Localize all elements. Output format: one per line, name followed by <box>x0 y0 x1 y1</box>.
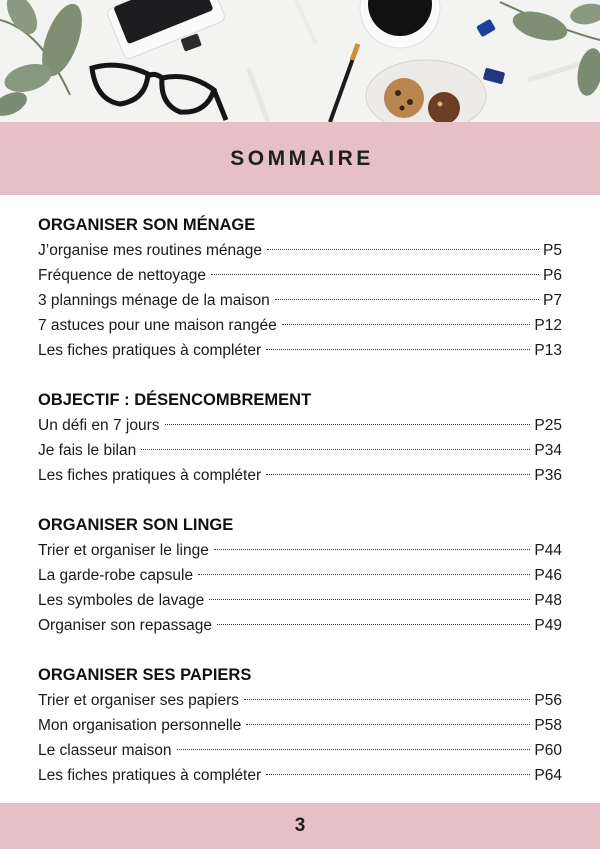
desk-flatlay-illustration <box>0 0 600 122</box>
dot-leader <box>275 299 539 300</box>
toc-entry-label: Organiser son repassage <box>38 617 213 634</box>
paintbrush <box>330 44 358 122</box>
toc-entry-page: P58 <box>534 717 562 734</box>
toc-entry-page: P34 <box>534 442 562 459</box>
title-band <box>0 122 600 195</box>
dot-leader <box>266 774 530 775</box>
toc-entry-page: P44 <box>534 542 562 559</box>
toc-entry <box>38 763 562 788</box>
toc-entry-page: P5 <box>543 242 562 259</box>
toc-entry <box>38 313 562 338</box>
pen <box>528 64 580 80</box>
tablet <box>106 0 226 60</box>
dot-leader <box>217 624 530 625</box>
toc-entry-label: Les fiches pratiques à compléter <box>38 342 262 359</box>
toc-entry <box>38 563 562 588</box>
toc-entry <box>38 413 562 438</box>
toc-entry-page: P56 <box>534 692 562 709</box>
pencil <box>296 0 316 44</box>
toc-entry-page: P13 <box>534 342 562 359</box>
page-number: 3 <box>294 815 306 836</box>
toc-entry <box>38 613 562 638</box>
toc-section <box>38 512 562 638</box>
toc-entry-label: Trier et organiser le linge <box>38 542 209 559</box>
table-of-contents <box>38 212 562 812</box>
toc-entry-label: Je fais le bilan <box>38 442 137 459</box>
section-heading: ORGANISER SON MÉNAGE <box>38 216 256 234</box>
toc-entry <box>38 738 562 763</box>
toc-entry-page: P49 <box>534 617 562 634</box>
dot-leader <box>165 424 531 425</box>
toc-entry-page: P7 <box>543 292 562 309</box>
eyeglasses <box>92 65 226 120</box>
dot-leader <box>198 574 530 575</box>
dot-leader <box>266 474 530 475</box>
dot-leader <box>246 724 530 725</box>
toc-entry-label: Les symboles de lavage <box>38 592 205 609</box>
toc-entry <box>38 238 562 263</box>
toc-entry-page: P6 <box>543 267 562 284</box>
toc-entry-page: P36 <box>534 467 562 484</box>
footer-band <box>0 803 600 849</box>
dot-leader <box>209 599 530 600</box>
toc-entry <box>38 463 562 488</box>
toc-entry <box>38 588 562 613</box>
pencil <box>248 68 268 122</box>
toc-entry-label: Le classeur maison <box>38 742 172 759</box>
page-title: SOMMAIRE <box>230 146 374 170</box>
cookie-plate <box>366 60 486 122</box>
toc-entry <box>38 338 562 363</box>
toc-entry-label: Un défi en 7 jours <box>38 417 160 434</box>
toc-entry <box>38 263 562 288</box>
leaf-branch-right <box>500 1 600 98</box>
section-heading: OBJECTIF : DÉSENCOMBREMENT <box>38 391 312 409</box>
header-photo <box>0 0 600 122</box>
toc-entry-page: P60 <box>534 742 562 759</box>
dot-leader <box>282 324 531 325</box>
toc-entry-label: 7 astuces pour une maison rangée <box>38 317 277 334</box>
toc-section <box>38 387 562 488</box>
toc-entry-label: J’organise mes routines ménage <box>38 242 263 259</box>
toc-entry-label: Fréquence de nettoyage <box>38 267 207 284</box>
toc-entry <box>38 438 562 463</box>
dot-leader <box>266 349 530 350</box>
section-heading: ORGANISER SON LINGE <box>38 516 234 534</box>
toc-entry-label: Mon organisation personnelle <box>38 717 242 734</box>
section-heading: ORGANISER SES PAPIERS <box>38 666 252 684</box>
toc-entry-label: La garde-robe capsule <box>38 567 194 584</box>
toc-entry-page: P25 <box>534 417 562 434</box>
toc-section <box>38 662 562 788</box>
toc-entry-label: 3 plannings ménage de la maison <box>38 292 270 309</box>
toc-entry <box>38 713 562 738</box>
dot-leader <box>267 249 539 250</box>
leaf-branch-left <box>0 0 90 121</box>
dot-leader <box>244 699 530 700</box>
toc-entry-page: P48 <box>534 592 562 609</box>
toc-entry <box>38 288 562 313</box>
toc-section <box>38 212 562 363</box>
dot-leader <box>211 274 539 275</box>
toc-entry-label: Trier et organiser ses papiers <box>38 692 240 709</box>
toc-entry-label: Les fiches pratiques à compléter <box>38 767 262 784</box>
dot-leader <box>177 749 531 750</box>
toc-entry-page: P64 <box>534 767 562 784</box>
dot-leader <box>141 449 530 450</box>
blue-eraser <box>476 19 496 37</box>
toc-entry-label: Les fiches pratiques à compléter <box>38 467 262 484</box>
toc-entry-page: P12 <box>534 317 562 334</box>
toc-entry <box>38 538 562 563</box>
toc-entry <box>38 688 562 713</box>
blue-eraser <box>483 68 505 85</box>
dot-leader <box>214 549 531 550</box>
coffee-mug <box>360 0 440 48</box>
toc-entry-page: P46 <box>534 567 562 584</box>
